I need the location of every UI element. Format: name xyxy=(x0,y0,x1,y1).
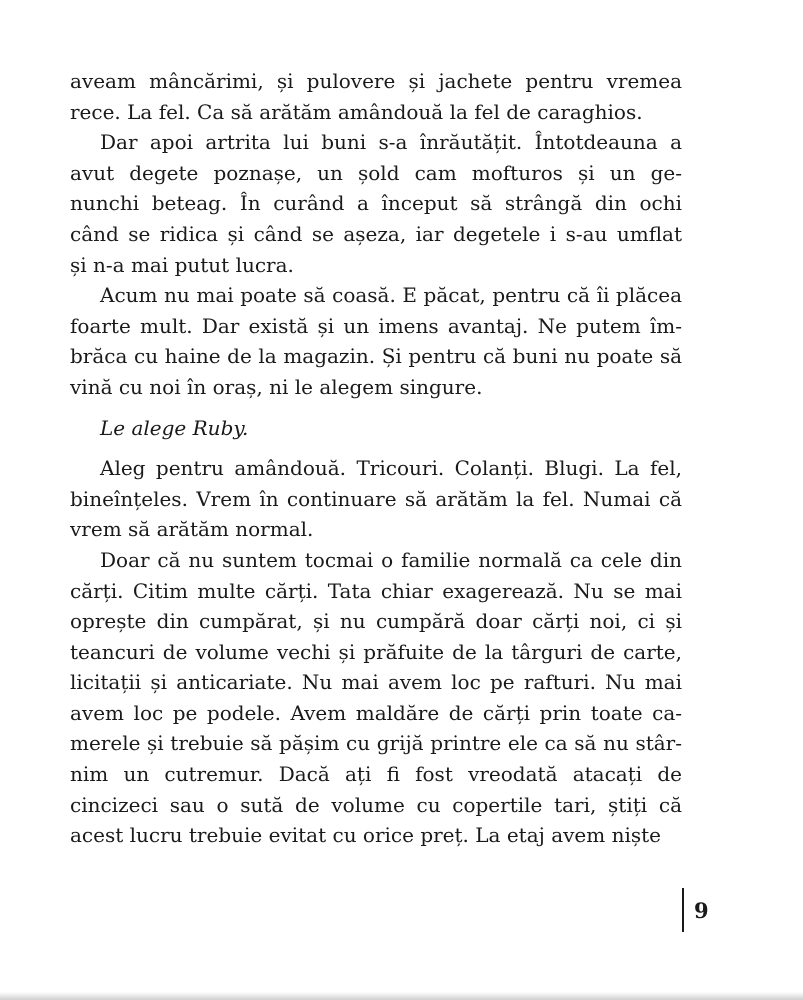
body-text xyxy=(70,66,682,851)
text-line: nunchi beteag. În curând a început să strângă din ochi xyxy=(70,191,682,216)
text-line: licitații și anticariate. Nu mai avem loc pe rafturi. Nu mai xyxy=(70,670,682,695)
paragraph xyxy=(70,545,682,851)
text-line: oprește din cumpărat, și nu cumpără doar cărți noi, ci și xyxy=(70,609,682,634)
paragraph xyxy=(70,127,682,280)
text-line: teancuri de volume vechi și prăfuite de la târguri de carte, xyxy=(70,639,682,664)
text-line: bineînțeles. Vrem în continuare să arătăm la fel. Numai că xyxy=(70,486,682,511)
paragraph xyxy=(70,66,682,127)
text-line: avut degete poznașe, un șold cam mofturos și un ge- xyxy=(70,160,682,185)
paragraph-spacer xyxy=(70,443,682,453)
text-line: Acum nu mai poate să coasă. E păcat, pentru că îi plăcea xyxy=(100,283,682,308)
text-line: foarte mult. Dar există și un imens avantaj. Ne putem îm- xyxy=(70,313,682,338)
paragraph-spacer xyxy=(70,403,682,413)
text-line: nim un cutremur. Dacă ați fi fost vreodată atacați de xyxy=(70,762,682,787)
text-line: brăca cu haine de la magazin. Și pentru că buni nu poate să xyxy=(70,344,682,369)
text-line: vină cu noi în oraș, ni le alegem singure. xyxy=(70,374,483,399)
page-number-rule xyxy=(682,888,684,932)
text-line: când se ridica și când se așeza, iar degetele i s-au umflat xyxy=(70,221,682,246)
paragraph xyxy=(70,280,682,402)
text-line: Aleg pentru amândouă. Tricouri. Colanți. Blugi. La fel, xyxy=(100,456,682,481)
page-bottom-edge xyxy=(0,992,803,1000)
page-number: 9 xyxy=(694,897,709,923)
text-line: Le alege Ruby. xyxy=(100,415,249,440)
paragraph xyxy=(70,453,682,545)
text-line: Doar că nu suntem tocmai o familie normală ca cele din xyxy=(100,547,682,572)
text-line: vrem să arătăm normal. xyxy=(70,517,314,542)
text-line: aveam mâncărimi, și pulovere și jachete pentru vremea xyxy=(70,69,682,93)
text-line: acest lucru trebuie evitat cu orice preț. La etaj avem niște xyxy=(70,823,661,848)
text-line: cincizeci sau o sută de volume cu copertile tari, știți că xyxy=(70,792,682,817)
text-line: rece. La fel. Ca să arătăm amândouă la fel de caraghios. xyxy=(70,99,643,124)
page-footer xyxy=(682,888,709,932)
text-line: cărți. Citim multe cărți. Tata chiar exagerează. Nu se mai xyxy=(70,578,682,603)
text-line: merele și trebuie să pășim cu grijă printre ele ca să nu stâr- xyxy=(70,731,682,756)
text-line: Dar apoi artrita lui buni s-a înrăutățit. Întotdeauna a xyxy=(100,130,682,155)
text-line: și n-a mai putut lucra. xyxy=(70,252,294,277)
text-line: avem loc pe podele. Avem maldăre de cărți prin toate ca- xyxy=(70,700,682,725)
italic-paragraph xyxy=(70,413,682,444)
